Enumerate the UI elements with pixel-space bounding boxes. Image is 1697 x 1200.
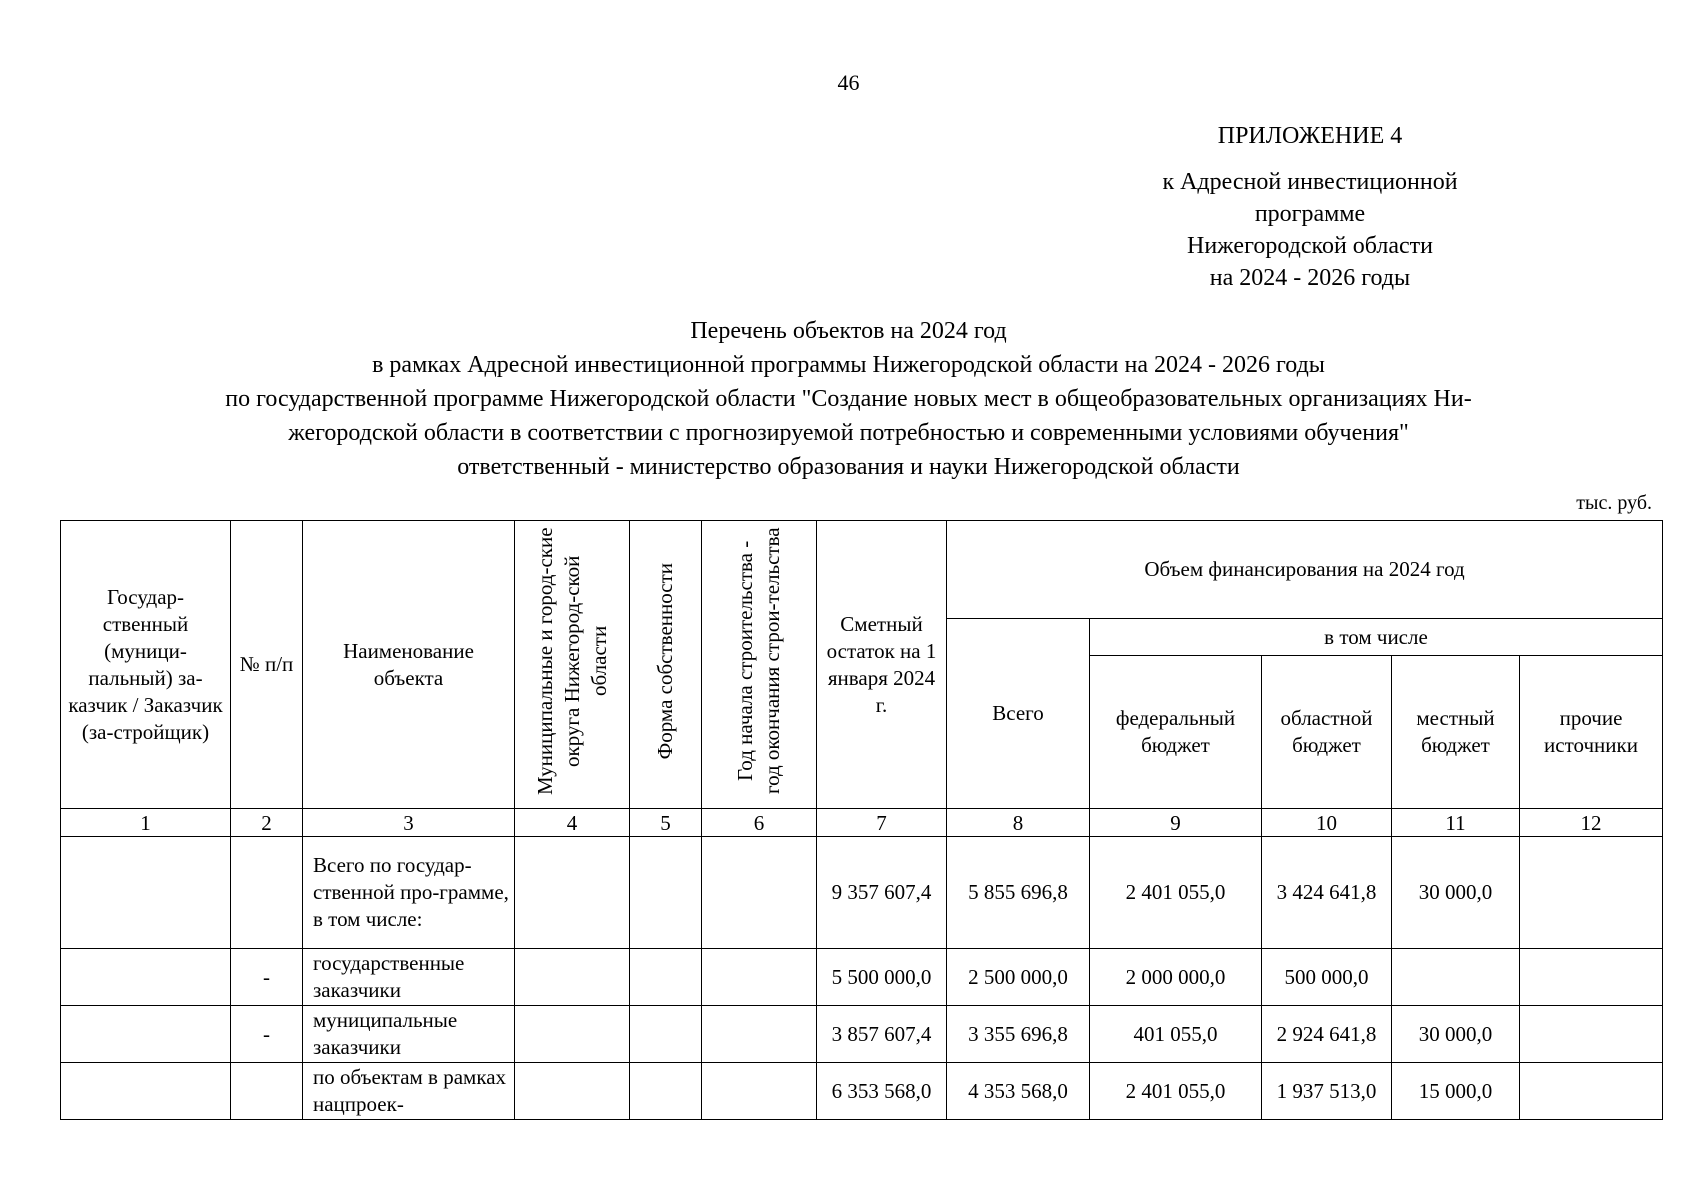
cell-federal: 401 055,0 [1090, 1006, 1262, 1063]
cell-customer [61, 1006, 231, 1063]
header-years [702, 521, 817, 809]
header-customer: Государ-ственный (муници-пальный) за-казчик / Заказчик (за-стройщик) [61, 521, 231, 809]
cell-federal: 2 401 055,0 [1090, 1063, 1262, 1120]
column-number: 7 [817, 809, 947, 837]
cell-object-name: государственные заказчики [303, 949, 515, 1006]
cell-estimate: 5 500 000,0 [817, 949, 947, 1006]
heading-line-5: ответственный - министерство образования и науки Нижегородской области [457, 454, 1240, 480]
cell-customer [61, 837, 231, 949]
cell-ownership [630, 837, 702, 949]
cell-local: 30 000,0 [1392, 837, 1520, 949]
appendix-line-2: Нижегородской области [1186, 233, 1434, 259]
cell-local [1392, 949, 1520, 1006]
header-ownership-text: Форма собственности [653, 562, 677, 760]
cell-federal: 2 401 055,0 [1090, 837, 1262, 949]
appendix-line-3: на 2024 - 2026 годы [1209, 265, 1411, 291]
appendix-title: ПРИЛОЖЕНИЕ 4 [1217, 123, 1403, 149]
table-row [61, 949, 1663, 1006]
heading-line-2: в рамках Адресной инвестиционной программы Нижегородской области на 2024 - 2026 годы [372, 352, 1325, 378]
cell-districts [515, 1006, 630, 1063]
cell-object-name: по объектам в рамках нацпроек- [303, 1063, 515, 1120]
cell-object-name: Всего по государ-ственной про-грамме, в том числе: [303, 837, 515, 949]
cell-districts [515, 1063, 630, 1120]
cell-number [231, 837, 303, 949]
cell-number: - [231, 1006, 303, 1063]
column-number: 6 [702, 809, 817, 837]
header-object-name: Наименование объекта [303, 521, 515, 809]
cell-regional: 3 424 641,8 [1262, 837, 1392, 949]
cell-ownership [630, 949, 702, 1006]
table-row [61, 1006, 1663, 1063]
cell-estimate: 6 353 568,0 [817, 1063, 947, 1120]
table-row [61, 837, 1663, 949]
cell-years [702, 1063, 817, 1120]
column-number: 1 [61, 809, 231, 837]
header-total: Всего [947, 619, 1090, 809]
cell-object-name: муниципальные заказчики [303, 1006, 515, 1063]
header-districts-text: Муниципальные и город-ские округа Нижегород-ской области [532, 527, 611, 795]
cell-other [1520, 837, 1663, 949]
cell-ownership [630, 1006, 702, 1063]
column-number: 4 [515, 809, 630, 837]
cell-other [1520, 949, 1663, 1006]
header-regional: областной бюджет [1262, 656, 1392, 809]
page-number: 46 [837, 70, 860, 95]
cell-total: 2 500 000,0 [947, 949, 1090, 1006]
cell-total: 5 855 696,8 [947, 837, 1090, 949]
column-number: 8 [947, 809, 1090, 837]
cell-total: 4 353 568,0 [947, 1063, 1090, 1120]
cell-estimate: 9 357 607,4 [817, 837, 947, 949]
column-number: 5 [630, 809, 702, 837]
header-number: № п/п [231, 521, 303, 809]
heading-line-4: жегородской области в соответствии с прогнозируемой потребностью и современными условиями обучения" [288, 420, 1409, 446]
column-number: 9 [1090, 809, 1262, 837]
cell-local: 15 000,0 [1392, 1063, 1520, 1120]
column-number: 3 [303, 809, 515, 837]
column-number: 2 [231, 809, 303, 837]
document-heading [60, 314, 1637, 484]
header-local: местный бюджет [1392, 656, 1520, 809]
cell-regional: 500 000,0 [1262, 949, 1392, 1006]
cell-ownership [630, 1063, 702, 1120]
units-label: тыс. руб. [1576, 492, 1652, 514]
cell-estimate: 3 857 607,4 [817, 1006, 947, 1063]
cell-years [702, 837, 817, 949]
cell-customer [61, 949, 231, 1006]
cell-federal: 2 000 000,0 [1090, 949, 1262, 1006]
header-other: прочие источники [1520, 656, 1663, 809]
cell-customer [61, 1063, 231, 1120]
cell-districts [515, 949, 630, 1006]
cell-years [702, 1006, 817, 1063]
cell-regional: 1 937 513,0 [1262, 1063, 1392, 1120]
cell-local: 30 000,0 [1392, 1006, 1520, 1063]
cell-years [702, 949, 817, 1006]
table-row [61, 1063, 1663, 1120]
header-estimate: Сметный остаток на 1 января 2024 г. [817, 521, 947, 809]
cell-total: 3 355 696,8 [947, 1006, 1090, 1063]
appendix-line-1: к Адресной инвестиционной программе [1162, 169, 1458, 227]
column-number: 12 [1520, 809, 1663, 837]
cell-districts [515, 837, 630, 949]
appendix-subtitle [1110, 166, 1510, 294]
cell-number [231, 1063, 303, 1120]
cell-other [1520, 1063, 1663, 1120]
heading-line-1: Перечень объектов на 2024 год [690, 318, 1007, 344]
header-including: в том числе [1090, 619, 1663, 656]
header-ownership [630, 521, 702, 809]
cell-regional: 2 924 641,8 [1262, 1006, 1392, 1063]
objects-table [60, 520, 1663, 1120]
column-number: 11 [1392, 809, 1520, 837]
header-federal: федеральный бюджет [1090, 656, 1262, 809]
header-financing: Объем финансирования на 2024 год [947, 521, 1663, 619]
heading-line-3: по государственной программе Нижегородской области "Создание новых мест в общеобразовательных организациях Ни- [225, 386, 1472, 412]
header-years-text: Год начала строительства - год окончания строи-тельства [733, 527, 784, 795]
column-number: 10 [1262, 809, 1392, 837]
header-districts [515, 521, 630, 809]
cell-number: - [231, 949, 303, 1006]
cell-other [1520, 1006, 1663, 1063]
